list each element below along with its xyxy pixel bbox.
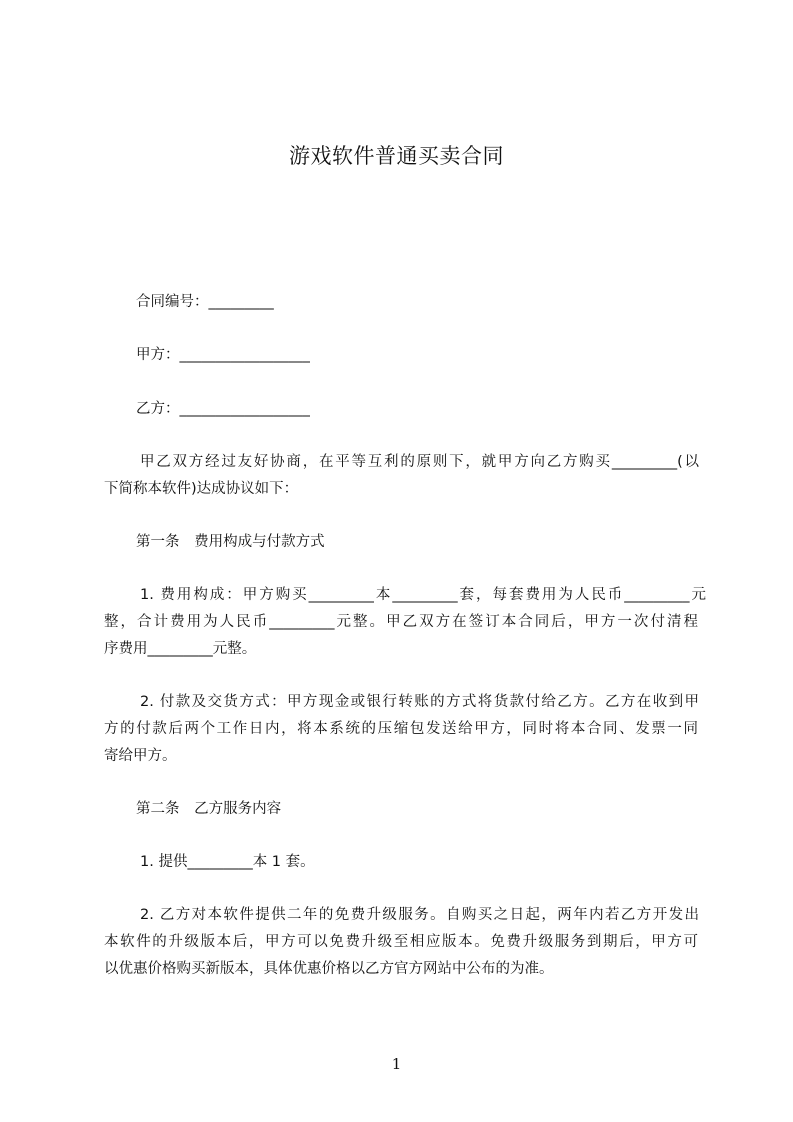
party-a-field: 甲方：__________________ bbox=[136, 347, 310, 363]
article-1-item-1-line-3: 序费用_________元整。 bbox=[104, 641, 257, 657]
article-2-item-2-line-2: 本软件的升级版本后，甲方可以免费升级至相应版本。免费升级服务到期后，甲方可 bbox=[104, 934, 698, 950]
contract-number-field: 合同编号：_________ bbox=[136, 294, 274, 310]
party-b-field: 乙方：__________________ bbox=[136, 401, 310, 417]
intro-line-1: 甲乙双方经过友好协商，在平等互利的原则下，就甲方向乙方购买_________(以 bbox=[140, 454, 699, 470]
document-title: 游戏软件普通买卖合同 bbox=[289, 144, 504, 168]
article-1-item-2-line-1: 2. 付款及交货方式：甲方现金或银行转账的方式将货款付给乙方。乙方在收到甲 bbox=[140, 694, 699, 710]
article-1-item-2-line-3: 寄给甲方。 bbox=[104, 748, 177, 764]
page-number: 1 bbox=[391, 1055, 402, 1073]
article-1-heading: 第一条 费用构成与付款方式 bbox=[136, 534, 325, 550]
intro-line-2: 下简称本软件)达成协议如下： bbox=[104, 481, 299, 497]
article-2-item-1: 1. 提供_________本 1 套。 bbox=[140, 854, 315, 870]
article-1-item-1-line-1: 1. 费用构成：甲方购买_________本_________套，每套费用为人民币_________元 bbox=[140, 587, 706, 603]
article-2-item-2-line-1: 2. 乙方对本软件提供二年的免费升级服务。自购买之日起，两年内若乙方开发出 bbox=[140, 907, 699, 923]
article-2-heading: 第二条 乙方服务内容 bbox=[136, 801, 282, 817]
article-2-item-2-line-3: 以优惠价格购买新版本，具体优惠价格以乙方官方网站中公布的为准。 bbox=[104, 961, 554, 977]
article-1-item-1-line-2: 整，合计费用为人民币_________元整。甲乙双方在签订本合同后，甲方一次付清程 bbox=[104, 614, 698, 630]
article-1-item-2-line-2: 方的付款后两个工作日内，将本系统的压缩包发送给甲方，同时将本合同、发票一同 bbox=[104, 721, 698, 737]
